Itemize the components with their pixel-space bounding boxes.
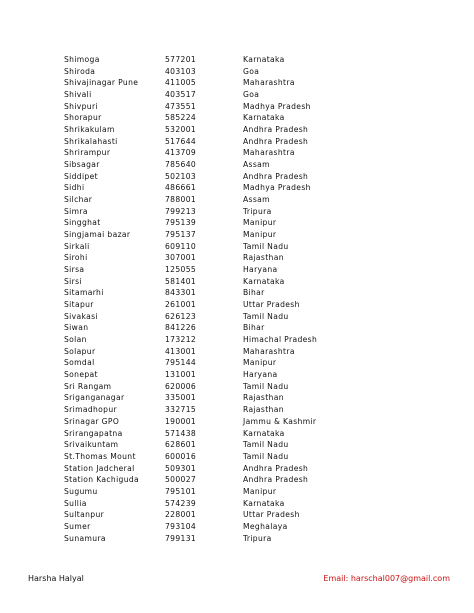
city-cell: Srimadhopur (64, 405, 117, 415)
state-cell: Karnataka (243, 498, 285, 508)
pincode-cell: 411005 (165, 78, 197, 88)
city-cell: Sivakasi (64, 311, 98, 321)
table-row (64, 112, 364, 124)
state-cell: Himachal Pradesh (243, 335, 318, 345)
table-row (64, 101, 364, 113)
city-cell: Solapur (64, 346, 96, 356)
city-cell: Station Jadcheral (64, 463, 135, 473)
table-row (64, 369, 364, 381)
state-cell: Bihar (243, 288, 265, 298)
state-cell: Andhra Pradesh (243, 475, 309, 485)
pincode-cell: 843301 (165, 288, 197, 298)
state-cell: Karnataka (243, 55, 285, 64)
table-row (64, 509, 364, 521)
city-cell: Shivpuri (64, 101, 98, 111)
pincode-cell: 585224 (165, 113, 197, 123)
pincode-cell: 517644 (165, 136, 197, 146)
city-cell: Sugumu (64, 486, 98, 496)
pincode-cell: 486661 (165, 183, 197, 193)
state-cell: Andhra Pradesh (243, 125, 309, 135)
table-row (64, 124, 364, 136)
state-cell: Tripura (243, 533, 272, 543)
table-row (64, 264, 364, 276)
pincode-cell: 609110 (165, 241, 197, 251)
state-cell: Tamil Nadu (243, 440, 289, 450)
city-cell: Solan (64, 335, 87, 345)
city-cell: Srirangapatna (64, 428, 123, 438)
table-row (64, 322, 364, 334)
state-cell: Rajasthan (243, 405, 284, 415)
table-row (64, 182, 364, 194)
pincode-cell: 307001 (165, 253, 197, 263)
pincode-cell: 577201 (165, 55, 197, 64)
city-cell: Shrikakulam (64, 125, 115, 135)
state-cell: Rajasthan (243, 393, 284, 403)
pincode-table (64, 54, 364, 544)
pincode-cell: 131001 (165, 370, 197, 380)
state-cell: Uttar Pradesh (243, 300, 300, 310)
table-row (64, 159, 364, 171)
table-row (64, 241, 364, 253)
pincode-cell: 795139 (165, 218, 197, 228)
table-row (64, 217, 364, 229)
city-cell: Shorapur (64, 113, 102, 123)
table-row (64, 334, 364, 346)
state-cell: Madhya Pradesh (243, 101, 311, 111)
city-cell: Shrirampur (64, 148, 111, 158)
table-row (64, 451, 364, 463)
state-cell: Andhra Pradesh (243, 171, 309, 181)
table-row (64, 357, 364, 369)
pincode-cell: 261001 (165, 300, 197, 310)
pincode-cell: 626123 (165, 311, 197, 321)
pincode-cell: 190001 (165, 416, 197, 426)
pincode-cell: 335001 (165, 393, 197, 403)
city-cell: Sirohi (64, 253, 88, 263)
pincode-cell: 532001 (165, 125, 197, 135)
state-cell: Karnataka (243, 428, 285, 438)
city-cell: Sitapur (64, 300, 94, 310)
pincode-cell: 628601 (165, 440, 197, 450)
city-cell: Sriganganagar (64, 393, 125, 403)
state-cell: Jammu & Kashmir (243, 416, 317, 426)
table-row (64, 474, 364, 486)
city-cell: St.Thomas Mount (64, 451, 136, 461)
city-cell: Singghat (64, 218, 101, 228)
table-row (64, 287, 364, 299)
state-cell: Manipur (243, 230, 277, 240)
pincode-cell: 228001 (165, 510, 197, 520)
state-cell: Uttar Pradesh (243, 510, 300, 520)
pincode-cell: 799213 (165, 206, 197, 216)
table-row (64, 276, 364, 288)
table-row (64, 194, 364, 206)
pincode-cell: 473551 (165, 101, 197, 111)
city-cell: Sonepat (64, 370, 98, 380)
pincode-cell: 403517 (165, 90, 197, 100)
pincode-cell: 500027 (165, 475, 197, 485)
table-row (64, 392, 364, 404)
city-cell: Siwan (64, 323, 89, 333)
table-row (64, 77, 364, 89)
pincode-cell: 571438 (165, 428, 197, 438)
state-cell: Karnataka (243, 113, 285, 123)
state-cell: Andhra Pradesh (243, 136, 309, 146)
pincode-cell: 413001 (165, 346, 197, 356)
table-row (64, 299, 364, 311)
table-row (64, 486, 364, 498)
state-cell: Andhra Pradesh (243, 463, 309, 473)
pincode-cell: 502103 (165, 171, 197, 181)
table-row (64, 54, 364, 66)
city-cell: Sirsa (64, 265, 85, 275)
state-cell: Goa (243, 90, 260, 100)
city-cell: Sunamura (64, 533, 106, 543)
state-cell: Tamil Nadu (243, 451, 289, 461)
table-row (64, 498, 364, 510)
pincode-cell: 600016 (165, 451, 197, 461)
city-cell: Sri Rangam (64, 381, 112, 391)
state-cell: Tamil Nadu (243, 241, 289, 251)
city-cell: Shimoga (64, 55, 100, 64)
table-row (64, 439, 364, 451)
pincode-cell: 581401 (165, 276, 197, 286)
state-cell: Maharashtra (243, 346, 295, 356)
state-cell: Goa (243, 66, 260, 76)
city-cell: Srinagar GPO (64, 416, 120, 426)
table-row (64, 381, 364, 393)
pincode-cell: 173212 (165, 335, 197, 345)
pincode-cell: 403103 (165, 66, 197, 76)
city-cell: Shivali (64, 90, 92, 100)
table-row (64, 346, 364, 358)
state-cell: Haryana (243, 265, 278, 275)
city-cell: Shrikalahasti (64, 136, 118, 146)
state-cell: Rajasthan (243, 253, 284, 263)
state-cell: Assam (243, 195, 270, 205)
state-cell: Madhya Pradesh (243, 183, 311, 193)
state-cell: Tamil Nadu (243, 311, 289, 321)
pincode-cell: 799131 (165, 533, 197, 543)
table-row (64, 404, 364, 416)
pincode-cell: 574239 (165, 498, 197, 508)
city-cell: Shivajinagar Pune (64, 78, 139, 88)
city-cell: Sirsi (64, 276, 82, 286)
pincode-cell: 785640 (165, 160, 197, 170)
state-cell: Karnataka (243, 276, 285, 286)
table-row (64, 252, 364, 264)
state-cell: Maharashtra (243, 78, 295, 88)
city-cell: Sullia (64, 498, 87, 508)
table-row (64, 533, 364, 545)
city-cell: Sitamarhi (64, 288, 104, 298)
table-row (64, 463, 364, 475)
state-cell: Manipur (243, 218, 277, 228)
city-cell: Simra (64, 206, 88, 216)
table-row (64, 206, 364, 218)
pincode-cell: 793104 (165, 521, 197, 531)
city-cell: Sultanpur (64, 510, 105, 520)
city-cell: Shiroda (64, 66, 96, 76)
table-row (64, 89, 364, 101)
city-cell: Singjamai bazar (64, 230, 131, 240)
state-cell: Meghalaya (243, 521, 288, 531)
city-cell: Sidhi (64, 183, 85, 193)
state-cell: Maharashtra (243, 148, 295, 158)
table-row (64, 66, 364, 78)
pincode-cell: 509301 (165, 463, 197, 473)
pincode-cell: 795101 (165, 486, 197, 496)
city-cell: Sirkali (64, 241, 90, 251)
table-row (64, 311, 364, 323)
city-cell: Siddipet (64, 171, 98, 181)
city-cell: Station Kachiguda (64, 475, 140, 485)
city-cell: Silchar (64, 195, 93, 205)
state-cell: Bihar (243, 323, 265, 333)
city-cell: Somdal (64, 358, 95, 368)
state-cell: Haryana (243, 370, 278, 380)
pincode-cell: 332715 (165, 405, 197, 415)
pincode-cell: 795144 (165, 358, 197, 368)
state-cell: Tripura (243, 206, 272, 216)
pincode-cell: 841226 (165, 323, 197, 333)
state-cell: Tamil Nadu (243, 381, 289, 391)
table-row (64, 171, 364, 183)
table-row (64, 521, 364, 533)
city-cell: Sibsagar (64, 160, 100, 170)
state-cell: Manipur (243, 358, 277, 368)
pincode-cell: 620006 (165, 381, 197, 391)
city-cell: Srivaikuntam (64, 440, 119, 450)
table-row (64, 428, 364, 440)
table-row (64, 229, 364, 241)
table-row (64, 416, 364, 428)
pincode-cell: 795137 (165, 230, 197, 240)
table-row (64, 136, 364, 148)
pincode-cell: 125055 (165, 265, 197, 275)
city-cell: Sumer (64, 521, 91, 531)
state-cell: Manipur (243, 486, 277, 496)
pincode-cell: 788001 (165, 195, 197, 205)
footer-email: Email: harschal007@gmail.com (323, 574, 450, 583)
pincode-cell: 413709 (165, 148, 197, 158)
state-cell: Assam (243, 160, 270, 170)
table-row (64, 147, 364, 159)
footer-author: Harsha Halyal (28, 574, 84, 583)
